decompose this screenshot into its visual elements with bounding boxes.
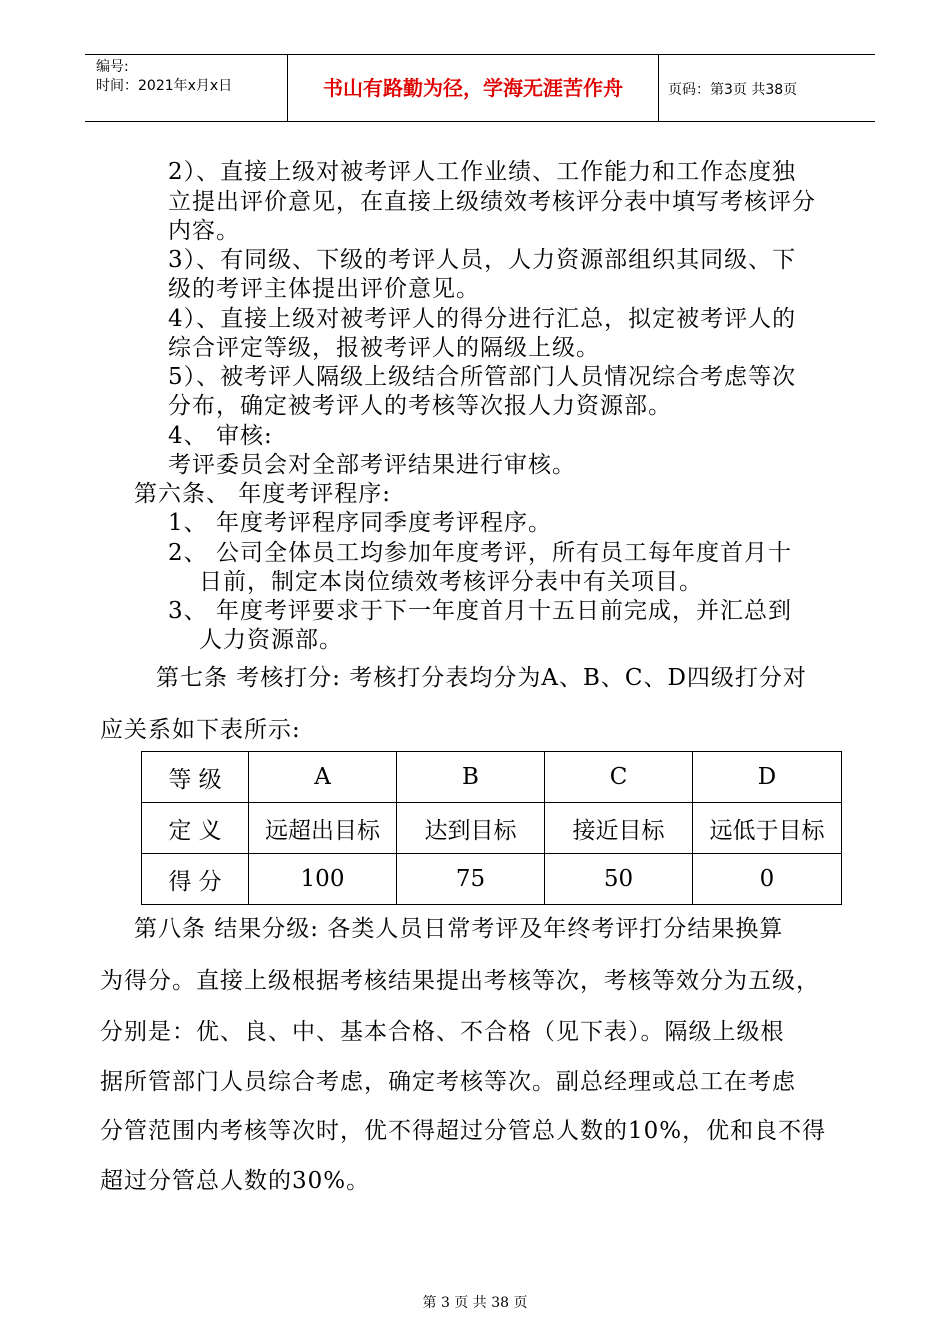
table-cell: C [545,752,693,803]
page-footer: 第 3 页 共 38 页 [422,1295,528,1311]
text-line: 立提出评价意见，在直接上级绩效考核评分表中填写考核评分 [168,189,816,215]
table-cell: 接近目标 [545,803,693,854]
header-page-label: 页码：第3页 共38页 [668,82,798,98]
score-table [141,751,842,905]
text-line: 超过分管总人数的30%。 [100,1168,371,1194]
text-line: 应关系如下表所示: [100,717,301,743]
text-line: 级的考评主体提出评价意见。 [168,276,480,302]
table-cell: 远超出目标 [249,803,397,854]
table-cell: A [249,752,397,803]
header-bottom-rule [85,121,875,122]
table-cell: 等 级 [142,752,249,803]
text-line: 分别是：优、良、中、基本合格、不合格（见下表）。隔级上级根 [100,1019,785,1045]
table-cell: 100 [249,854,397,905]
table-row [142,752,842,803]
text-line: 4）、直接上级对被考评人的得分进行汇总，拟定被考评人的 [168,306,797,332]
table-row [142,803,842,854]
header-top-rule [85,54,875,55]
table-cell: 定 义 [142,803,249,854]
table-cell: 达到目标 [397,803,545,854]
text-line: 为得分。直接上级根据考核结果提出考核等次，考核等效分为五级， [100,968,820,994]
table-cell: D [693,752,842,803]
table-cell: B [397,752,545,803]
text-line: 综合评定等级，报被考评人的隔级上级。 [168,335,600,361]
section-heading: 第八条 结果分级: 各类人员日常考评及年终考评打分结果换算 [134,916,784,942]
table-row [142,854,842,905]
table-cell: 远低于目标 [693,803,842,854]
text-line: 人力资源部。 [199,627,343,653]
header-time-label: 时间：2021年x月x日 [96,78,233,94]
text-line: 日前，制定本岗位绩效考核评分表中有关项目。 [199,569,703,595]
header-number-label: 编号: [96,59,129,75]
text-line: 3）、有同级、下级的考评人员，人力资源部组织其同级、下 [168,247,797,273]
text-line: 分管范围内考核等次时，优不得超过分管总人数的10%，优和良不得 [100,1118,827,1144]
table-cell: 得 分 [142,854,249,905]
text-line: 5）、被考评人隔级上级结合所管部门人员情况综合考虑等次 [168,364,797,390]
text-line: 2）、直接上级对被考评人工作业绩、工作能力和工作态度独 [168,159,797,185]
table-cell: 0 [693,854,842,905]
text-line: 考评委员会对全部考评结果进行审核。 [168,452,576,478]
text-line: 据所管部门人员综合考虑，确定考核等次。副总经理或总工在考虑 [100,1069,796,1095]
text-line: 3、 年度考评要求于下一年度首月十五日前完成，并汇总到 [168,598,792,624]
header-divider [658,54,659,121]
text-line: 1、 年度考评程序同季度考评程序。 [168,510,552,536]
text-line: 分布，确定被考评人的考核等次报人力资源部。 [168,393,672,419]
section-heading: 第六条、 年度考评程序: [134,481,392,507]
text-line: 内容。 [168,218,240,244]
header-motto: 书山有路勤为径，学海无涯苦作舟 [323,76,623,100]
text-line: 2、 公司全体员工均参加年度考评，所有员工每年度首月十 [168,540,792,566]
text-line: 4、 审核: [168,423,273,449]
table-cell: 75 [397,854,545,905]
section-heading: 第七条 考核打分: 考核打分表均分为A、B、C、D四级打分对 [156,665,807,691]
table-cell: 50 [545,854,693,905]
